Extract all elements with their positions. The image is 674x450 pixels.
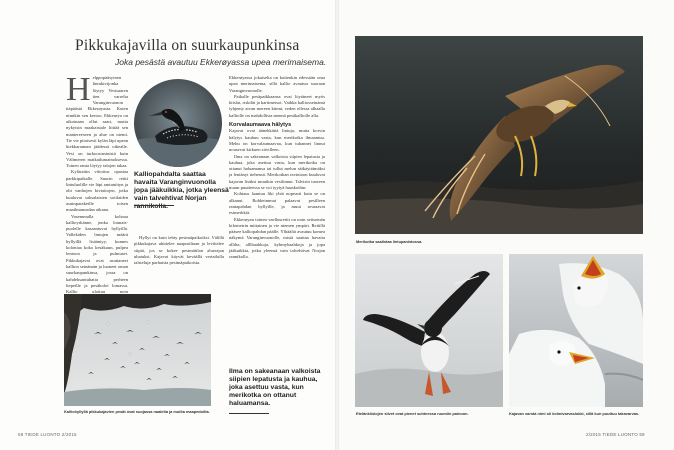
right-paragraph-2: Paikalle pesäpaikkaansa ovat löytäneet myös kiislat, riskilät ja kartimetsot. Vaikka kalliosseinämä tyhjenty aivan mereen kiinni, veden ollessa alhaalla kalliolle on mahdollista mennä pesäkalliolle alla. [229,93,325,118]
right-paragraph-3: Kajavat ovat äänekkäitä lintuja, mutta korvin hälytys kauhuu vasta, kun merikotka ilmaantuu. Mehu on korvalaumaavaa, kun tuhannet linnut nousevat kirkuen siivilleen. [229,128,325,153]
page-gutter [335,0,339,450]
col1-paragraph-2: Kyläraitin viitoitus opastaa parkkipaikalle. Suurin reitti lintuluolille vie läpi rantaniityn ja ohi vanhojen kiviaitojen, jotka kuuluvat saksalaisten sotilaiden asuinparakeille toisen maailmansodan aikana. [66,169,128,213]
kittiwake-photo [509,254,643,407]
right-folio: 2/2015 TIEDE LUONTO 59 [586,432,645,437]
right-paragraph-4: Ilma on sakeanaan valkoista siipien lepatusta ja kauhua, joka asettuu vasta, kun merikotka on ottanut haluamansa tai tullut melun säikäyttämäksi ja lentänyt tiehensä. Merikotkan ravintoon kuuluvat kajavan lisäksi muutkin vesilinnut. Talvisin tuoreen muun puutteessa se voi tyytyä haaskoihin. [229,153,325,191]
eagle-photo [355,36,643,234]
kittiwake-caption: Kajavan varsta nimi oli kolmivarvaslokki, sillä kun puuttuu takavarvas. [509,411,640,416]
right-paragraph-5: Kohtaus laantuu liki yhtä nopeasti kuin se on alkanut. Rohkeimmat palaavat pesilleen rantapahdan hyllyille, ja muut seuraavat esimerkkiä. [229,191,325,216]
right-column [229,75,325,261]
right-subheading: Korvalaumaava hälytys [229,122,292,129]
article-subtitle: Joka pesästä avautuu Ekkerøyassa upea merimaisema. [115,57,327,67]
right-paragraph-1: Ekkerøyassa jokaiselta on kuitenkin edessään oma upea merimaisema, sillä kallio avautuu suoraan Varanginvuonolle. [229,75,325,93]
article-title: Pikkukajavilla on suurkaupunkinsa [75,37,300,54]
col2-paragraph: Hyllyt on kuin tehty pesimäpaikoiksi. Välillä pikkukajava uhittelee naapuriltaan ja levittelee siipiä, jos se kokee pesimätilan aluerajan uhatuksi. Kajavat käyvät keväällä vertailulla talsteluja parhaista pesimäpaikoista. [134,235,224,266]
drop-cap: H [66,71,91,108]
pull-quote-2: Ilma on sakeanaan valkoista siipien lepatusta ja kauhua, joka asettuu vasta, kun merikotka on ottanut haluamansa. [229,368,321,408]
left-column-1 [66,71,128,308]
loon-photo [133,78,223,168]
cliff-colony-photo [64,294,211,406]
col1-paragraph-3: Vasemmalla kohoaa kallioyrkänne, jonka lounais-puolelle kasaantuvat hyllyillä. Vallekiden lintujen määrä hyllyillä lisääntyy, kunnes koloniaa koko kesäkuun, pulpea lentoon ja pulmuset. Pikkukajavat ovat asuttaneet kallion seinämän ja luoneet oman suurkaupunkinsa, jossa on kahdeksantuhatta perheen liepeille ja pesäkolot lomassa. Kallio ulottuu noin [66,213,128,295]
guillemot-photo [355,254,503,407]
pull-quote-2-rule [229,413,269,414]
guillemot-caption: Etelänkiislojen siivet ovat pienet suhteessa ruumiin painoon. [356,411,469,416]
left-folio: 58 TIEDE LUONTO 2/2015 [18,432,77,437]
pull-quote-1-rule [134,205,174,206]
col1-paragraph-1: elppopääsyinen lintukivijonka löytyy Vesisaaren tien varrelta Varanginvuonon itäpäästä Ekkerøyasta. Kuten nimikin sen kertoo, Ekkerøya on aikoinaan ollut saari, mutta nykyisin maakaistale liittää sen mantereeseen ja alue on niemi. Tie vie pitoisesti kylän läpi upean hiekkarannan jäädessä oikealle. Vesi on turkoosinsinistä kuin Välimeren matkailumainoksessa. Toinen ranta löytyy talojen takaa. [66,75,128,169]
pull-quote-1: Kalliopahdalta saattaa havaita Varanginvuonolla jopa jääkuikkia, jotka yleensä vain talvehtivat Norjan rannikolla. [134,171,229,211]
eagle-caption: Merikotka saalistaa lintupanistossa. [356,239,423,244]
right-paragraph-6: Ekkerøyan toinen vaellusreitti on noin seitsemän kilometrin mittainen ja vie niemen ympäri. Reitillä pääsee kalliopahdan päälle. Ylhäältä avautuu komea näkymä Varanginvuonolle, mistä saattaa havaita allilta, alllhaahkoja, kyhmyhaahkoja ja jopa jääkuikkia, jotka yleensä vain talvehtivat Norjan rannikolla. [229,216,325,260]
cliff-photo-caption: Kalliohyllyllä pikkukajavien pesät ovat suojassa naalelta ja muilta maapedoilta. [64,409,210,414]
